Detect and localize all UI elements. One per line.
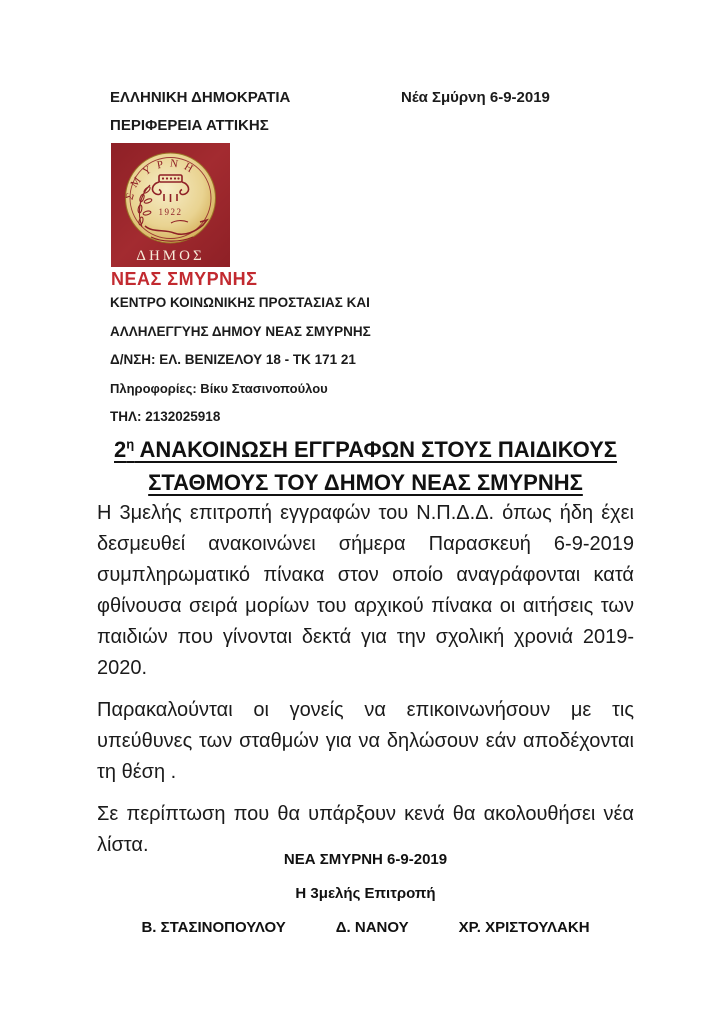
title-number: 2: [114, 437, 127, 462]
signature-block: [97, 843, 634, 945]
announcement-title: [97, 433, 634, 499]
footer-committee: Η 3μελής Επιτροπή: [295, 885, 436, 902]
footer-place-date: ΝΕΑ ΣΜΥΡΝΗ 6-9-2019: [283, 851, 448, 868]
contact-line: ΤΗΛ: 2132025918: [110, 409, 221, 424]
contact-block: [110, 289, 371, 432]
signatory-name: ΧΡ. ΧΡΙΣΤΟΥΛΑΚΗ: [458, 919, 590, 936]
signatory-name: Δ. ΝΑΝΟΥ: [335, 919, 409, 936]
body-paragraph: Η 3μελής επιτροπή εγγραφών του Ν.Π.Δ.Δ. όπως ήδη έχει δεσμευθεί ανακοινώνει σήμερα Παρασκευή 6-9-2019 συμπληρωματικό πίνακα στον οποίο αναγράφονται κατά φθίνουσα σειρά μορίων του αρχικού πίνακα οι αιτήσεις των παιδιών που γίνονται δεκτά για την σχολική χρονιά 2019-2020.: [97, 502, 634, 679]
body-paragraph: Παρακαλούνται οι γονείς να επικοινωνήσουν με τις υπεύθυνες των σταθμών για να δηλώσουν εάν αποδέχονται τη θέση .: [97, 699, 634, 783]
seal-square-label: ΔΗΜΟΣ: [136, 248, 205, 264]
contact-line: ΑΛΛΗΛΕΓΓΥΗΣ ΔΗΜΟΥ ΝΕΑΣ ΣΜΥΡΝΗΣ: [110, 323, 371, 339]
title-line-1: [97, 433, 634, 466]
signatories-row: [97, 911, 634, 945]
municipality-logo: [111, 143, 258, 290]
logo-caption: ΝΕΑΣ ΣΜΥΡΝΗΣ: [111, 269, 258, 289]
seal-year: 1922: [158, 207, 183, 217]
org-name-line1: ΕΛΛΗΝΙΚΗ ΔΗΜΟΚΡΑΤΙΑ: [110, 89, 291, 106]
body-paragraph: Σε περίπτωση που θα υπάρξουν κενά θα ακολουθήσει νέα λίστα.: [97, 803, 634, 856]
title-line1-text: ΑΝΑΚΟΙΝΩΣΗ ΕΓΓΡΑΦΩΝ ΣΤΟΥΣ ΠΑΙΔΙΚΟΥΣ: [134, 437, 617, 462]
signatory-name: Β. ΣΤΑΣΙΝΟΠΟΥΛΟΥ: [141, 919, 286, 936]
seal-arc-text: ΣΜΥΡΝΗ: [123, 157, 201, 202]
title-superscript: η: [126, 436, 135, 452]
contact-line: ΚΕΝΤΡΟ ΚΟΙΝΩΝΙΚΗΣ ΠΡΟΣΤΑΣΙΑΣ ΚΑΙ: [110, 295, 370, 310]
announcement-body: [97, 498, 634, 872]
contact-line: Πληροφορίες: Βίκυ Στασινοπούλου: [110, 380, 328, 396]
title-line-2: ΣΤΑΘΜΟΥΣ ΤΟΥ ΔΗΜΟΥ ΝΕΑΣ ΣΜΥΡΝΗΣ: [148, 470, 583, 495]
header-date: Νέα Σμύρνη 6-9-2019: [401, 89, 550, 106]
municipality-seal-icon: [111, 143, 230, 267]
contact-line: Δ/ΝΣΗ: ΕΛ. ΒΕΝΙΖΕΛΟΥ 18 - ΤΚ 171 21: [110, 352, 356, 367]
org-name-line2: ΠΕΡΙΦΕΡΕΙΑ ΑΤΤΙΚΗΣ: [110, 117, 269, 134]
